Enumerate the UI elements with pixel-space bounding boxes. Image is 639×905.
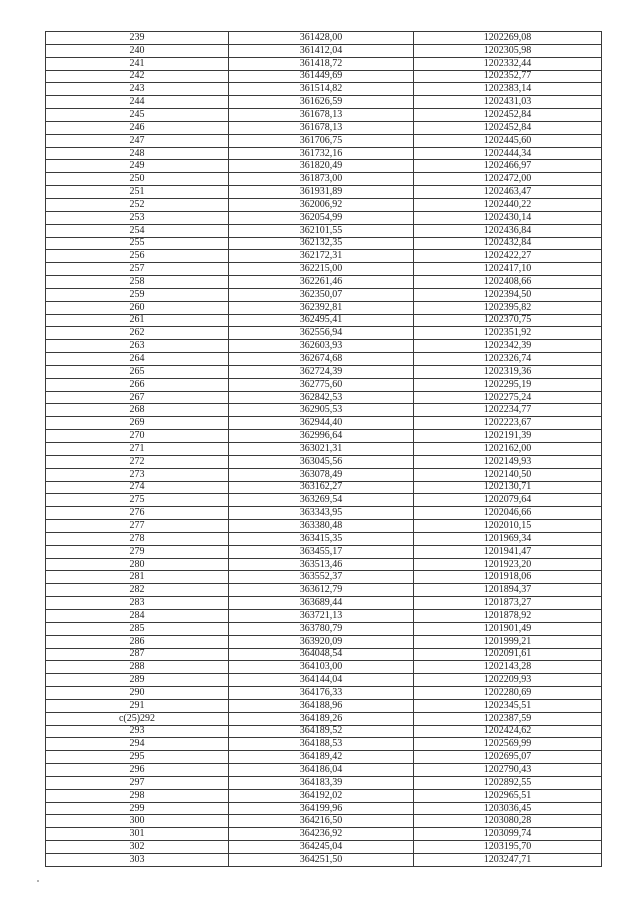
x-coordinate-cell: 364245,04 (229, 841, 414, 854)
y-coordinate-cell: 1202408,66 (414, 276, 602, 289)
point-number-cell: 253 (46, 211, 229, 224)
point-number-cell: 267 (46, 391, 229, 404)
x-coordinate-cell: 362842,53 (229, 391, 414, 404)
table-row (46, 186, 602, 199)
table-row (46, 481, 602, 494)
table-row (46, 609, 602, 622)
x-coordinate-cell: 362996,64 (229, 430, 414, 443)
x-coordinate-cell: 362775,60 (229, 378, 414, 391)
point-number-cell: 246 (46, 121, 229, 134)
x-coordinate-cell: 361706,75 (229, 134, 414, 147)
y-coordinate-cell: 1202091,61 (414, 648, 602, 661)
x-coordinate-cell: 362392,81 (229, 301, 414, 314)
y-coordinate-cell: 1202370,75 (414, 314, 602, 327)
point-number-cell: 281 (46, 571, 229, 584)
table-row (46, 301, 602, 314)
point-number-cell: 255 (46, 237, 229, 250)
y-coordinate-cell: 1201999,21 (414, 635, 602, 648)
y-coordinate-cell: 1202569,99 (414, 738, 602, 751)
x-coordinate-cell: 362006,92 (229, 198, 414, 211)
point-number-cell: 241 (46, 57, 229, 70)
table-row (46, 391, 602, 404)
y-coordinate-cell: 1202209,93 (414, 674, 602, 687)
x-coordinate-cell: 361514,82 (229, 83, 414, 96)
y-coordinate-cell: 1202430,14 (414, 211, 602, 224)
table-row (46, 725, 602, 738)
table-row (46, 353, 602, 366)
y-coordinate-cell: 1202422,27 (414, 250, 602, 263)
y-coordinate-cell: 1203099,74 (414, 828, 602, 841)
y-coordinate-cell: 1202079,64 (414, 494, 602, 507)
point-number-cell: 271 (46, 443, 229, 456)
y-coordinate-cell: 1202345,51 (414, 699, 602, 712)
point-number-cell: 273 (46, 468, 229, 481)
table-row (46, 288, 602, 301)
point-number-cell: 247 (46, 134, 229, 147)
table-row (46, 314, 602, 327)
x-coordinate-cell: 364186,04 (229, 764, 414, 777)
x-coordinate-cell: 361428,00 (229, 32, 414, 45)
table-row (46, 455, 602, 468)
point-number-cell: 293 (46, 725, 229, 738)
x-coordinate-cell: 361418,72 (229, 57, 414, 70)
point-number-cell: 295 (46, 751, 229, 764)
point-number-cell: 266 (46, 378, 229, 391)
point-number-cell: 290 (46, 687, 229, 700)
y-coordinate-cell: 1202466,97 (414, 160, 602, 173)
point-number-cell: 244 (46, 96, 229, 109)
table-row (46, 224, 602, 237)
point-number-cell: 254 (46, 224, 229, 237)
point-number-cell: 243 (46, 83, 229, 96)
x-coordinate-cell: 364176,33 (229, 687, 414, 700)
x-coordinate-cell: 362350,07 (229, 288, 414, 301)
table-row (46, 430, 602, 443)
y-coordinate-cell: 1202472,00 (414, 173, 602, 186)
y-coordinate-cell: 1201969,34 (414, 532, 602, 545)
x-coordinate-cell: 362215,00 (229, 263, 414, 276)
table-row (46, 494, 602, 507)
x-coordinate-cell: 363920,09 (229, 635, 414, 648)
y-coordinate-cell: 1202790,43 (414, 764, 602, 777)
y-coordinate-cell: 1203036,45 (414, 802, 602, 815)
x-coordinate-cell: 362556,94 (229, 327, 414, 340)
x-coordinate-cell: 364189,42 (229, 751, 414, 764)
y-coordinate-cell: 1202234,77 (414, 404, 602, 417)
y-coordinate-cell: 1202280,69 (414, 687, 602, 700)
x-coordinate-cell: 361678,13 (229, 109, 414, 122)
x-coordinate-cell: 363343,95 (229, 507, 414, 520)
x-coordinate-cell: 364183,39 (229, 776, 414, 789)
x-coordinate-cell: 363721,13 (229, 609, 414, 622)
x-coordinate-cell: 363045,56 (229, 455, 414, 468)
y-coordinate-cell: 1201873,27 (414, 597, 602, 610)
x-coordinate-cell: 364103,00 (229, 661, 414, 674)
y-coordinate-cell: 1202965,51 (414, 789, 602, 802)
y-coordinate-cell: 1203080,28 (414, 815, 602, 828)
y-coordinate-cell: 1203195,70 (414, 841, 602, 854)
y-coordinate-cell: 1202387,59 (414, 712, 602, 725)
y-coordinate-cell: 1202417,10 (414, 263, 602, 276)
table-row (46, 764, 602, 777)
x-coordinate-cell: 363455,17 (229, 545, 414, 558)
y-coordinate-cell: 1202394,50 (414, 288, 602, 301)
x-coordinate-cell: 363552,37 (229, 571, 414, 584)
y-coordinate-cell: 1202432,84 (414, 237, 602, 250)
x-coordinate-cell: 363021,31 (229, 443, 414, 456)
table-row (46, 109, 602, 122)
table-row (46, 661, 602, 674)
y-coordinate-cell: 1202223,67 (414, 417, 602, 430)
y-coordinate-cell: 1201918,06 (414, 571, 602, 584)
y-coordinate-cell: 1202149,93 (414, 455, 602, 468)
table-row (46, 648, 602, 661)
x-coordinate-cell: 361820,49 (229, 160, 414, 173)
x-coordinate-cell: 364144,04 (229, 674, 414, 687)
y-coordinate-cell: 1201901,49 (414, 622, 602, 635)
y-coordinate-cell: 1202892,55 (414, 776, 602, 789)
y-coordinate-cell: 1202452,84 (414, 121, 602, 134)
x-coordinate-cell: 362603,93 (229, 340, 414, 353)
table-row (46, 507, 602, 520)
y-coordinate-cell: 1202275,24 (414, 391, 602, 404)
x-coordinate-cell: 364236,92 (229, 828, 414, 841)
y-coordinate-cell: 1202431,03 (414, 96, 602, 109)
table-row (46, 738, 602, 751)
table-row (46, 198, 602, 211)
point-number-cell: 288 (46, 661, 229, 674)
x-coordinate-cell: 361412,04 (229, 44, 414, 57)
point-number-cell: 270 (46, 430, 229, 443)
table-row (46, 828, 602, 841)
y-coordinate-cell: 1202010,15 (414, 520, 602, 533)
x-coordinate-cell: 361449,69 (229, 70, 414, 83)
point-number-cell: 298 (46, 789, 229, 802)
x-coordinate-cell: 363162,27 (229, 481, 414, 494)
table-row (46, 815, 602, 828)
y-coordinate-cell: 1202695,07 (414, 751, 602, 764)
point-number-cell: 276 (46, 507, 229, 520)
y-coordinate-cell: 1202424,62 (414, 725, 602, 738)
table-row (46, 622, 602, 635)
x-coordinate-cell: 364216,50 (229, 815, 414, 828)
y-coordinate-cell: 1202351,92 (414, 327, 602, 340)
y-coordinate-cell: 1202332,44 (414, 57, 602, 70)
x-coordinate-cell: 363380,48 (229, 520, 414, 533)
point-number-cell: 269 (46, 417, 229, 430)
point-number-cell: 291 (46, 699, 229, 712)
table-row (46, 173, 602, 186)
point-number-cell: 289 (46, 674, 229, 687)
x-coordinate-cell: 363612,79 (229, 584, 414, 597)
table-row (46, 545, 602, 558)
point-number-cell: 286 (46, 635, 229, 648)
x-coordinate-cell: 364189,26 (229, 712, 414, 725)
point-number-cell: 264 (46, 353, 229, 366)
x-coordinate-cell: 361873,00 (229, 173, 414, 186)
x-coordinate-cell: 364048,54 (229, 648, 414, 661)
point-number-cell: 275 (46, 494, 229, 507)
x-coordinate-cell: 361732,16 (229, 147, 414, 160)
x-coordinate-cell: 363415,35 (229, 532, 414, 545)
point-number-cell: 258 (46, 276, 229, 289)
table-row (46, 83, 602, 96)
table-row (46, 417, 602, 430)
x-coordinate-cell: 361931,89 (229, 186, 414, 199)
y-coordinate-cell: 1202046,66 (414, 507, 602, 520)
x-coordinate-cell: 364188,96 (229, 699, 414, 712)
y-coordinate-cell: 1201894,37 (414, 584, 602, 597)
table-row (46, 854, 602, 867)
table-row (46, 841, 602, 854)
table-row (46, 687, 602, 700)
y-coordinate-cell: 1202342,39 (414, 340, 602, 353)
table-row (46, 365, 602, 378)
scan-speck (37, 880, 39, 882)
y-coordinate-cell: 1201941,47 (414, 545, 602, 558)
point-number-cell: 268 (46, 404, 229, 417)
x-coordinate-cell: 363269,54 (229, 494, 414, 507)
point-number-cell: 277 (46, 520, 229, 533)
point-number-cell: 294 (46, 738, 229, 751)
y-coordinate-cell: 1202395,82 (414, 301, 602, 314)
y-coordinate-cell: 1202352,77 (414, 70, 602, 83)
point-number-cell: 296 (46, 764, 229, 777)
table-row (46, 121, 602, 134)
table-row (46, 571, 602, 584)
x-coordinate-cell: 364188,53 (229, 738, 414, 751)
table-row (46, 776, 602, 789)
x-coordinate-cell: 363689,44 (229, 597, 414, 610)
x-coordinate-cell: 362054,99 (229, 211, 414, 224)
coordinates-table (45, 31, 602, 867)
x-coordinate-cell: 362905,53 (229, 404, 414, 417)
point-number-cell: 259 (46, 288, 229, 301)
point-number-cell: 285 (46, 622, 229, 635)
point-number-cell: 265 (46, 365, 229, 378)
table-row (46, 584, 602, 597)
table-row (46, 751, 602, 764)
y-coordinate-cell: 1202452,84 (414, 109, 602, 122)
table-row (46, 520, 602, 533)
x-coordinate-cell: 364189,52 (229, 725, 414, 738)
y-coordinate-cell: 1202130,71 (414, 481, 602, 494)
point-number-cell: 261 (46, 314, 229, 327)
point-number-cell: 240 (46, 44, 229, 57)
table-row (46, 70, 602, 83)
x-coordinate-cell: 364251,50 (229, 854, 414, 867)
table-row (46, 96, 602, 109)
point-number-cell: 301 (46, 828, 229, 841)
table-row (46, 32, 602, 45)
point-number-cell: 282 (46, 584, 229, 597)
y-coordinate-cell: 1202143,28 (414, 661, 602, 674)
point-number-cell: 256 (46, 250, 229, 263)
table-row (46, 443, 602, 456)
point-number-cell: 245 (46, 109, 229, 122)
x-coordinate-cell: 362724,39 (229, 365, 414, 378)
y-coordinate-cell: 1202463,47 (414, 186, 602, 199)
table-row (46, 327, 602, 340)
x-coordinate-cell: 364199,96 (229, 802, 414, 815)
y-coordinate-cell: 1202140,50 (414, 468, 602, 481)
x-coordinate-cell: 363780,79 (229, 622, 414, 635)
point-number-cell: 302 (46, 841, 229, 854)
x-coordinate-cell: 362132,35 (229, 237, 414, 250)
point-number-cell: 278 (46, 532, 229, 545)
point-number-cell: 242 (46, 70, 229, 83)
point-number-cell: 251 (46, 186, 229, 199)
y-coordinate-cell: 1203247,71 (414, 854, 602, 867)
y-coordinate-cell: 1202295,19 (414, 378, 602, 391)
x-coordinate-cell: 362495,41 (229, 314, 414, 327)
table-row (46, 674, 602, 687)
point-number-cell: 303 (46, 854, 229, 867)
table-row (46, 789, 602, 802)
table-row (46, 532, 602, 545)
point-number-cell: 249 (46, 160, 229, 173)
table-row (46, 147, 602, 160)
point-number-cell: 283 (46, 597, 229, 610)
table-row (46, 378, 602, 391)
point-number-cell: 299 (46, 802, 229, 815)
point-number-cell: 280 (46, 558, 229, 571)
x-coordinate-cell: 361678,13 (229, 121, 414, 134)
point-number-cell: 284 (46, 609, 229, 622)
table-row (46, 558, 602, 571)
x-coordinate-cell: 362261,46 (229, 276, 414, 289)
table-row (46, 263, 602, 276)
table-row (46, 211, 602, 224)
x-coordinate-cell: 363513,46 (229, 558, 414, 571)
table-row (46, 404, 602, 417)
x-coordinate-cell: 364192,02 (229, 789, 414, 802)
point-number-cell: 287 (46, 648, 229, 661)
table-row (46, 340, 602, 353)
table-row (46, 250, 602, 263)
x-coordinate-cell: 363078,49 (229, 468, 414, 481)
coordinates-table-body (46, 32, 602, 867)
table-row (46, 597, 602, 610)
table-row (46, 712, 602, 725)
point-number-cell: 263 (46, 340, 229, 353)
y-coordinate-cell: 1202436,84 (414, 224, 602, 237)
point-number-cell: 272 (46, 455, 229, 468)
y-coordinate-cell: 1202383,14 (414, 83, 602, 96)
x-coordinate-cell: 362172,31 (229, 250, 414, 263)
point-number-cell: 300 (46, 815, 229, 828)
x-coordinate-cell: 362674,68 (229, 353, 414, 366)
point-number-cell: 257 (46, 263, 229, 276)
y-coordinate-cell: 1202444,34 (414, 147, 602, 160)
x-coordinate-cell: 362944,40 (229, 417, 414, 430)
point-number-cell: 279 (46, 545, 229, 558)
table-row (46, 160, 602, 173)
table-row (46, 237, 602, 250)
y-coordinate-cell: 1201923,20 (414, 558, 602, 571)
y-coordinate-cell: 1202191,39 (414, 430, 602, 443)
y-coordinate-cell: 1202162,00 (414, 443, 602, 456)
table-row (46, 699, 602, 712)
point-number-cell: 252 (46, 198, 229, 211)
y-coordinate-cell: 1202269,08 (414, 32, 602, 45)
table-row (46, 134, 602, 147)
table-row (46, 635, 602, 648)
x-coordinate-cell: 361626,59 (229, 96, 414, 109)
point-number-cell: 239 (46, 32, 229, 45)
y-coordinate-cell: 1202305,98 (414, 44, 602, 57)
table-row (46, 57, 602, 70)
point-number-cell: 297 (46, 776, 229, 789)
y-coordinate-cell: 1202326,74 (414, 353, 602, 366)
point-number-cell: 250 (46, 173, 229, 186)
y-coordinate-cell: 1202319,36 (414, 365, 602, 378)
point-number-cell: c(25)292 (46, 712, 229, 725)
point-number-cell: 248 (46, 147, 229, 160)
table-row (46, 468, 602, 481)
point-number-cell: 260 (46, 301, 229, 314)
point-number-cell: 274 (46, 481, 229, 494)
x-coordinate-cell: 362101,55 (229, 224, 414, 237)
y-coordinate-cell: 1202440,22 (414, 198, 602, 211)
y-coordinate-cell: 1201878,92 (414, 609, 602, 622)
y-coordinate-cell: 1202445,60 (414, 134, 602, 147)
table-row (46, 802, 602, 815)
point-number-cell: 262 (46, 327, 229, 340)
table-row (46, 276, 602, 289)
table-row (46, 44, 602, 57)
